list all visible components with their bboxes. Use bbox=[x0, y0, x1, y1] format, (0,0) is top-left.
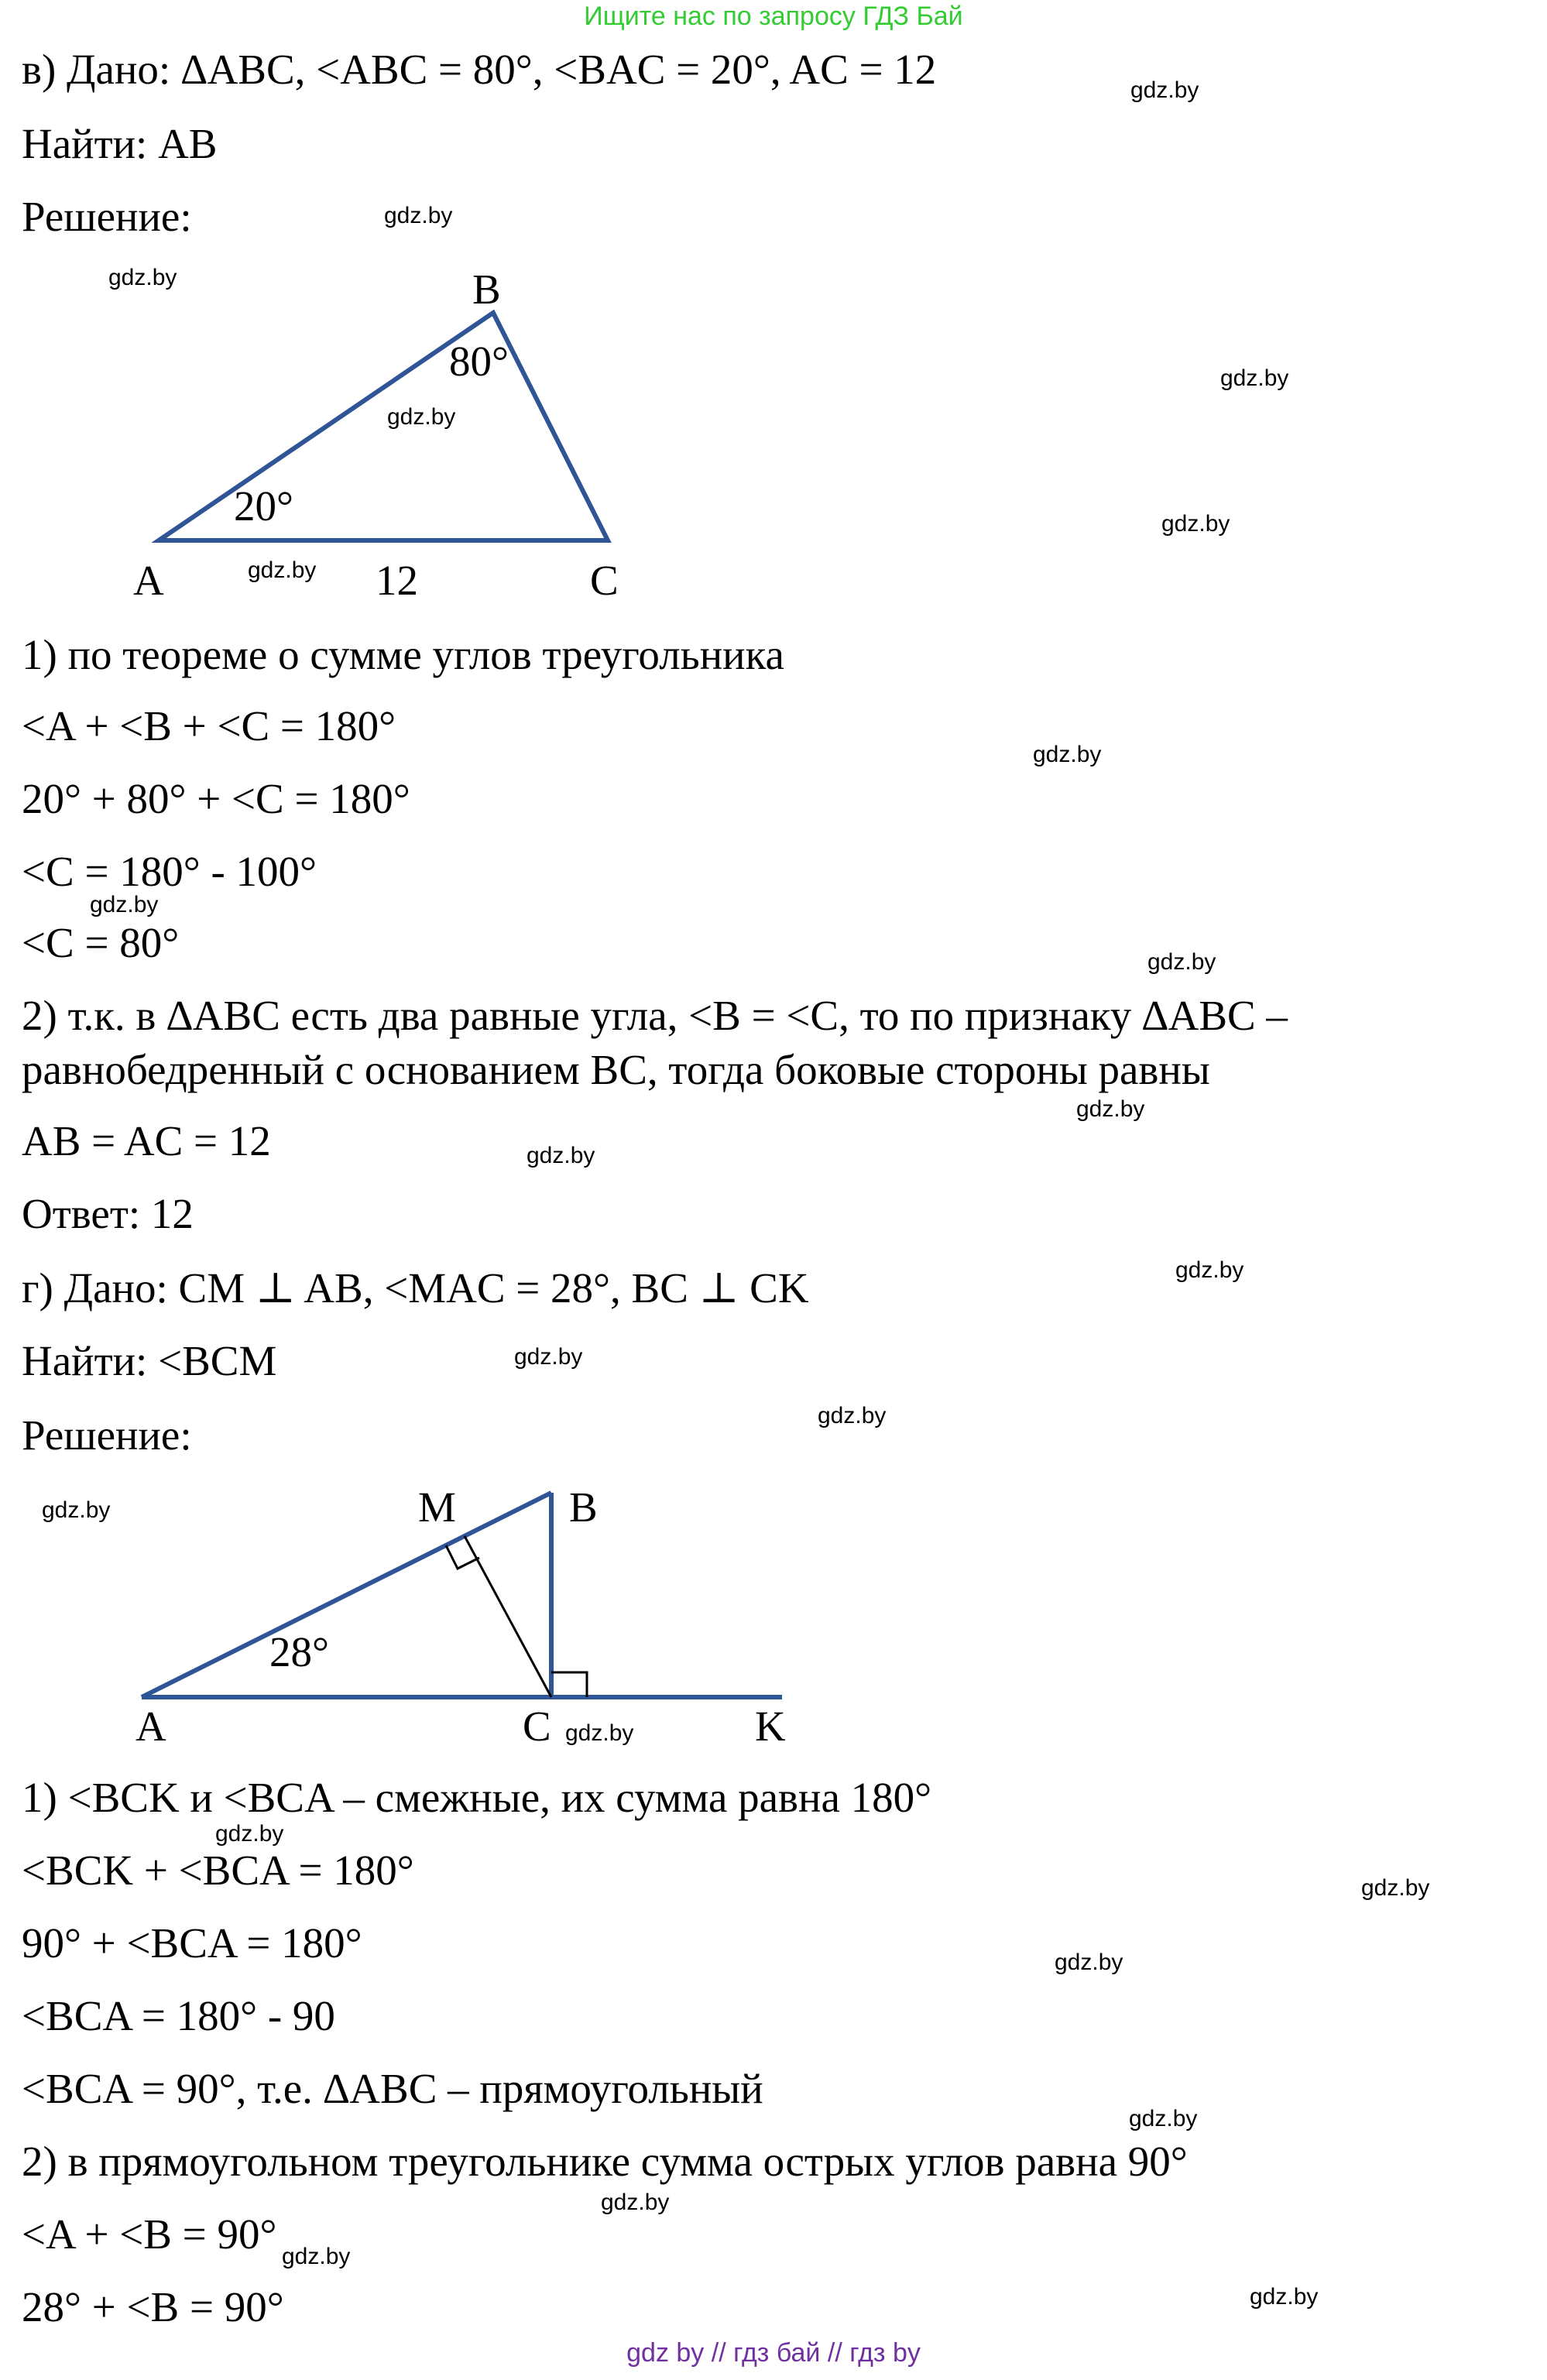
watermark: gdz.by bbox=[248, 557, 317, 583]
vertex-a-label: A bbox=[133, 557, 164, 604]
part-v-step2-line2: равнобедренный с основанием BC, тогда боковые стороны равны bbox=[22, 1046, 1210, 1093]
watermark: gdz.by bbox=[1250, 2284, 1319, 2310]
right-angle-c-marker bbox=[551, 1672, 587, 1697]
watermark: gdz.by bbox=[1361, 1875, 1430, 1901]
vertex-k-label: K bbox=[755, 1703, 786, 1750]
part-g-solution-heading: Решение: bbox=[22, 1411, 192, 1459]
watermark: gdz.by bbox=[90, 892, 159, 917]
vertex-c-label: C bbox=[590, 557, 619, 604]
watermark: gdz.by bbox=[1161, 511, 1230, 537]
watermark: gdz.by bbox=[818, 1403, 887, 1428]
watermark: gdz.by bbox=[1147, 949, 1216, 975]
part-v-answer: Ответ: 12 bbox=[22, 1190, 194, 1237]
part-v-eq5: AB = AC = 12 bbox=[22, 1117, 271, 1164]
watermark: gdz.by bbox=[1175, 1257, 1244, 1283]
line-ab bbox=[142, 1493, 551, 1697]
part-v-find: Найти: AB bbox=[22, 120, 218, 167]
part-g-step1: 1) <BCK и <BCA – смежные, их сумма равна 180° bbox=[22, 1774, 932, 1821]
watermark: gdz.by bbox=[1055, 1950, 1123, 1975]
watermark: gdz.by bbox=[601, 2190, 670, 2215]
part-v-eq1: <A + <B + <C = 180° bbox=[22, 702, 396, 749]
watermark: gdz.by bbox=[42, 1497, 111, 1523]
watermark: gdz.by bbox=[215, 1821, 284, 1847]
watermark: gdz.by bbox=[387, 404, 456, 430]
vertex-m-label: M bbox=[418, 1483, 456, 1531]
part-g-eq1: <BCK + <BCA = 180° bbox=[22, 1847, 414, 1894]
part-g-find: Найти: <BCM bbox=[22, 1337, 277, 1384]
watermark: gdz.by bbox=[384, 203, 453, 228]
side-ac-label: 12 bbox=[376, 557, 418, 604]
part-v-eq4: <C = 80° bbox=[22, 919, 180, 966]
part-v-step2-line1: 2) т.к. в ∆ABC есть два равные угла, <B = <C, то по признаку ∆ABC – bbox=[22, 992, 1288, 1039]
angle-a2-label: 28° bbox=[269, 1628, 329, 1675]
vertex-a2-label: A bbox=[135, 1703, 166, 1750]
watermark: gdz.by bbox=[1220, 365, 1289, 391]
part-g-eq6: 28° + <B = 90° bbox=[22, 2283, 284, 2330]
right-angle-m-marker bbox=[446, 1545, 479, 1569]
angle-b-label: 80° bbox=[449, 338, 509, 385]
part-g-step2: 2) в прямоугольном треугольнике сумма острых углов равна 90° bbox=[22, 2138, 1188, 2185]
part-v-eq2: 20° + 80° + <C = 180° bbox=[22, 775, 410, 822]
vertex-b-label: B bbox=[472, 266, 501, 313]
watermark: gdz.by bbox=[1129, 2106, 1198, 2131]
vertex-b2-label: B bbox=[569, 1483, 598, 1531]
line-cm bbox=[465, 1536, 551, 1697]
watermark: gdz.by bbox=[565, 1720, 634, 1746]
part-v-given: в) Дано: ∆ABC, <ABC = 80°, <BAC = 20°, AC = 12 bbox=[22, 46, 937, 93]
part-g-eq5: <A + <B = 90° bbox=[22, 2210, 277, 2258]
part-v-eq3: <C = 180° - 100° bbox=[22, 848, 317, 895]
watermark: gdz.by bbox=[282, 2244, 351, 2269]
part-g-eq3: <BCA = 180° - 90 bbox=[22, 1992, 335, 2039]
bottom-banner[interactable]: gdz by // гдз бай // гдз by bbox=[626, 2338, 921, 2368]
watermark: gdz.by bbox=[527, 1143, 595, 1168]
watermark: gdz.by bbox=[108, 265, 177, 290]
vertex-c2-label: C bbox=[523, 1703, 551, 1750]
watermark: gdz.by bbox=[1033, 742, 1102, 767]
triangle-abc bbox=[159, 313, 608, 540]
watermark: gdz.by bbox=[1076, 1096, 1145, 1122]
angle-a-label: 20° bbox=[234, 482, 293, 530]
watermark: gdz.by bbox=[1130, 77, 1199, 103]
part-g-eq4: <BCA = 90°, т.е. ∆ABC – прямоугольный bbox=[22, 2065, 763, 2112]
watermark: gdz.by bbox=[514, 1344, 583, 1370]
part-v-step1: 1) по теореме о сумме углов треугольника bbox=[22, 631, 784, 678]
top-banner[interactable]: Ищите нас по запросу ГДЗ Бай bbox=[584, 2, 963, 31]
part-g-eq2: 90° + <BCA = 180° bbox=[22, 1919, 362, 1967]
part-g-given: г) Дано: CM ⊥ AB, <MAC = 28°, BC ⊥ CK bbox=[22, 1264, 809, 1312]
part-v-solution-heading: Решение: bbox=[22, 193, 192, 240]
